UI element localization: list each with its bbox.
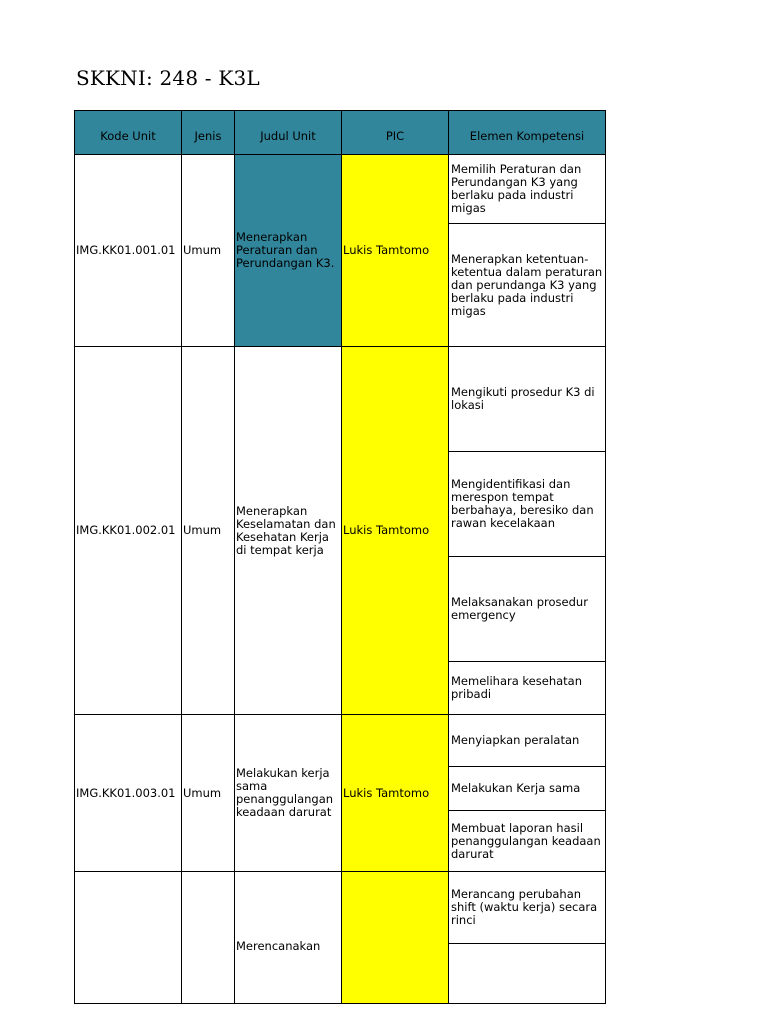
judul-unit-cell[interactable]: Menerapkan Keselamatan dan Kesehatan Kerja di tempat kerja [235,347,342,715]
elemen-cell[interactable] [449,944,606,1004]
judul-unit-cell[interactable]: Melakukan kerja sama penanggulangan keadaan darurat [235,715,342,872]
kode-unit-cell[interactable]: IMG.KK01.002.01 [75,347,182,715]
elemen-cell[interactable]: Membuat laporan hasil penanggulangan keadaan darurat [449,811,606,872]
elemen-cell[interactable]: Merancang perubahan shift (waktu kerja) secara rinci [449,872,606,944]
judul-unit-cell[interactable]: Menerapkan Peraturan dan Perundangan K3. [235,155,342,347]
header-pic[interactable]: PIC [342,111,449,155]
pic-cell[interactable]: Lukis Tamtomo [342,715,449,872]
header-kode-unit[interactable]: Kode Unit [75,111,182,155]
elemen-cell[interactable]: Menerapkan ketentuan-ketentua dalam peraturan dan perundanga K3 yang berlaku pada industri migas [449,224,606,347]
table-row [75,715,606,767]
header-judul-unit[interactable]: Judul Unit [235,111,342,155]
pic-cell[interactable]: Lukis Tamtomo [342,347,449,715]
elemen-cell[interactable]: Menyiapkan peralatan [449,715,606,767]
elemen-cell[interactable]: Melakukan Kerja sama [449,767,606,811]
elemen-cell[interactable]: Mengidentifikasi dan merespon tempat berbahaya, beresiko dan rawan kecelakaan [449,452,606,557]
header-jenis[interactable]: Jenis [182,111,235,155]
spreadsheet [74,110,605,953]
elemen-cell[interactable]: Melaksanakan prosedur emergency [449,557,606,662]
competency-table [74,110,606,1004]
jenis-cell[interactable] [182,872,235,1004]
header-row [75,111,606,155]
page-title: SKKNI: 248 - K3L [76,66,260,90]
elemen-cell[interactable]: Memilih Peraturan dan Perundangan K3 yang berlaku pada industri migas [449,155,606,224]
pic-cell[interactable]: Lukis Tamtomo [342,155,449,347]
kode-unit-cell[interactable] [75,872,182,1004]
elemen-cell[interactable]: Mengikuti prosedur K3 di lokasi [449,347,606,452]
table-row [75,155,606,224]
elemen-cell[interactable]: Memelihara kesehatan pribadi [449,662,606,715]
jenis-cell[interactable]: Umum [182,155,235,347]
table-row [75,872,606,944]
kode-unit-cell[interactable]: IMG.KK01.001.01 [75,155,182,347]
judul-unit-cell[interactable] [235,872,342,1004]
jenis-cell[interactable]: Umum [182,715,235,872]
judul-unit-text: Merencanakan [236,939,321,953]
table-row [75,347,606,452]
jenis-cell[interactable]: Umum [182,347,235,715]
header-elemen-kompetensi[interactable]: Elemen Kompetensi [449,111,606,155]
pic-cell[interactable] [342,872,449,1004]
kode-unit-cell[interactable]: IMG.KK01.003.01 [75,715,182,872]
